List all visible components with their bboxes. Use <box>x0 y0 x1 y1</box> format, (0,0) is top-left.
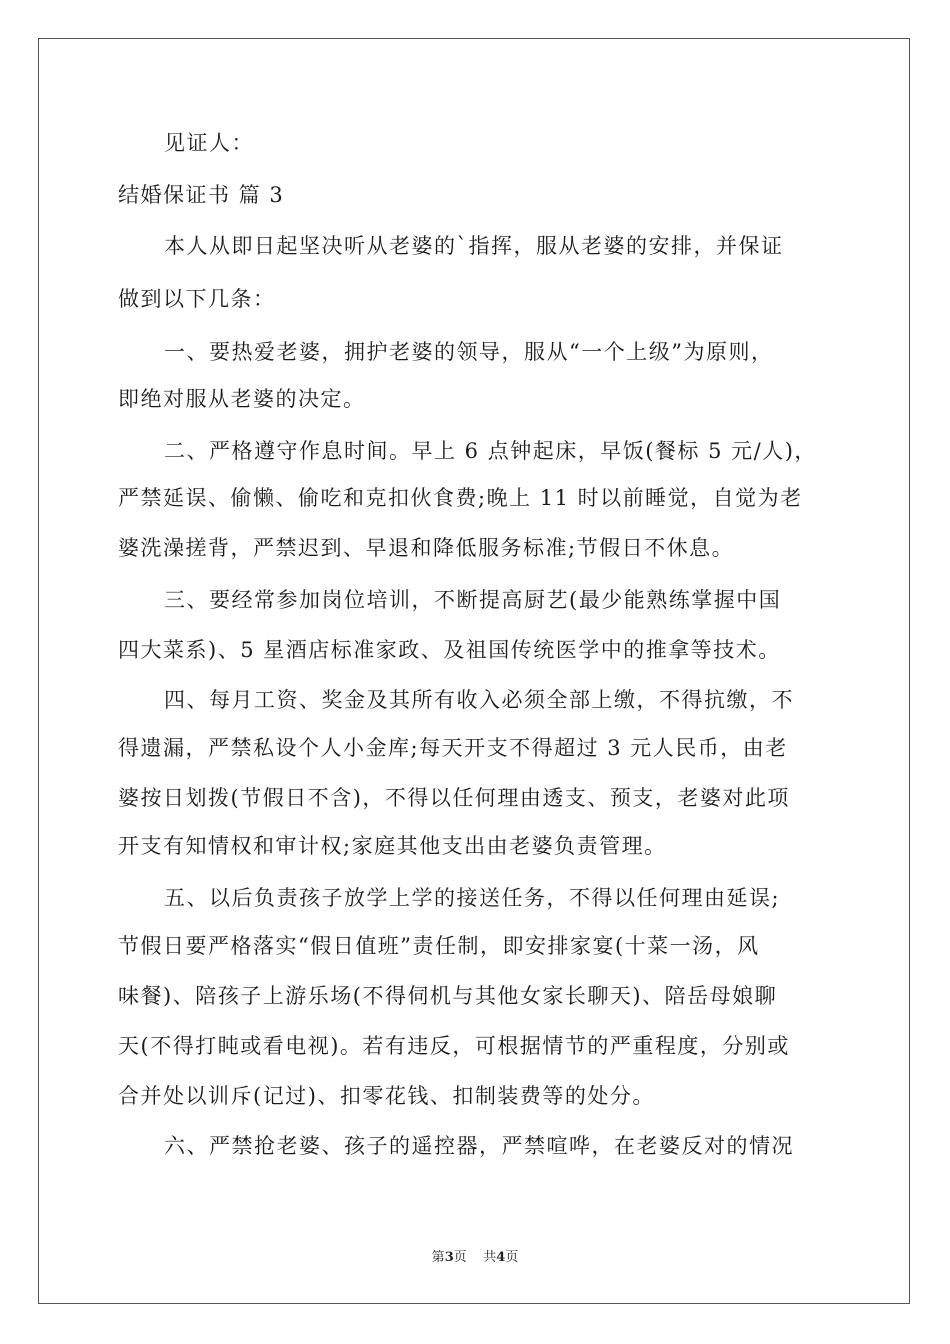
paragraph-line: 婆按日划拨(节假日不含)，不得以任何理由透支、预支，老婆对此项 <box>118 786 790 810</box>
paragraph-line: 五、以后负责孩子放学上学的接送任务，不得以任何理由延误; <box>164 886 781 910</box>
paragraph-line: 合并处以训斥(记过)、扣零花钱、扣制装费等的处分。 <box>118 1084 655 1108</box>
paragraph-line: 一、要热爱老婆，拥护老婆的领导，服从“一个上级”为原则， <box>164 340 774 364</box>
paragraph-line: 味餐)、陪孩子上游乐场(不得伺机与其他女家长聊天)、陪岳母娘聊 <box>118 984 778 1008</box>
footer-suffix: 页 <box>505 1250 519 1265</box>
page-number-footer <box>0 1246 950 1265</box>
section-heading: 结婚保证书 篇 3 <box>118 183 285 207</box>
paragraph-line: 做到以下几条： <box>118 287 276 311</box>
paragraph-line: 开支有知情权和审计权;家庭其他支出由老婆负责管理。 <box>118 834 667 858</box>
total-page-number: 4 <box>496 1250 506 1265</box>
witness-line: 见证人： <box>164 131 254 155</box>
paragraph-line: 天(不得打盹或看电视)。若有违反，可根据情节的严重程度，分别或 <box>118 1034 790 1058</box>
current-page-number: 3 <box>444 1250 454 1265</box>
footer-mid: 页 共 <box>453 1250 497 1265</box>
footer-prefix: 第 <box>431 1250 445 1265</box>
paragraph-line: 即绝对服从老婆的决定。 <box>118 387 366 411</box>
paragraph-line: 四、每月工资、奖金及其所有收入必须全部上缴，不得抗缴，不 <box>164 688 794 712</box>
paragraph-line: 得遗漏，严禁私设个人小金库;每天开支不得超过 3 元人民币，由老 <box>118 736 788 760</box>
page-border <box>38 38 910 1304</box>
paragraph-line: 本人从即日起坚决听从老婆的`指挥，服从老婆的安排，并保证 <box>164 234 784 258</box>
paragraph-line: 节假日要严格落实“假日值班”责任制，即安排家宴(十菜一汤，风 <box>118 934 760 958</box>
paragraph-line: 二、严格遵守作息时间。早上 6 点钟起床，早饭(餐标 5 元/人)， <box>164 439 817 463</box>
paragraph-line: 六、严禁抢老婆、孩子的遥控器，严禁喧哗，在老婆反对的情况 <box>164 1134 794 1158</box>
paragraph-line: 严禁延误、偷懒、偷吃和克扣伙食费;晚上 11 时以前睡觉，自觉为老 <box>118 486 803 510</box>
paragraph-line: 婆洗澡搓背，严禁迟到、早退和降低服务标准;节假日不休息。 <box>118 536 735 560</box>
paragraph-line: 四大菜系)、5 星酒店标准家政、及祖国传统医学中的推拿等技术。 <box>118 638 781 662</box>
paragraph-line: 三、要经常参加岗位培训，不断提高厨艺(最少能熟练掌握中国 <box>164 588 782 612</box>
